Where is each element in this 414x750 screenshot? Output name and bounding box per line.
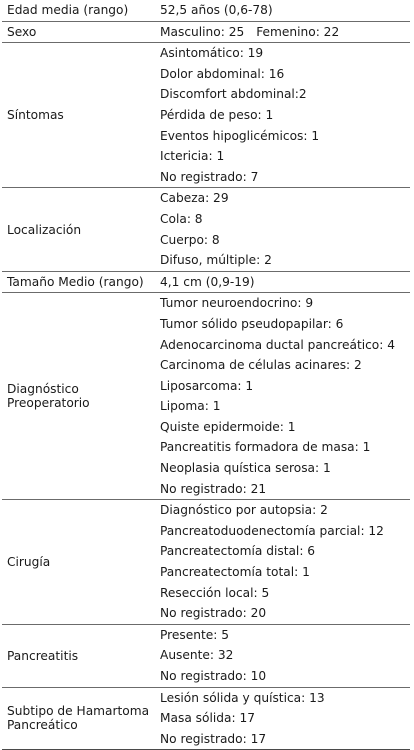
row-sintomas <box>2 43 410 188</box>
row-label: Pancreatitis <box>2 624 160 687</box>
value-line: Neoplasia quística serosa: 1 <box>160 461 331 476</box>
value-line: Pancreatectomía distal: 6 <box>160 544 316 559</box>
value-line: Difuso, múltiple: 2 <box>160 253 272 268</box>
value-line: 52,5 años (0,6-78) <box>160 3 273 17</box>
row-label: Tamaño Medio (rango) <box>2 271 160 293</box>
value-line: Ausente: 32 <box>160 648 234 663</box>
value-line: Lesión sólida y quística: 13 <box>160 690 325 705</box>
row-pancreatitis <box>2 624 410 687</box>
value-line: Cuerpo: 8 <box>160 232 220 247</box>
row-values <box>160 21 410 43</box>
value-line: No registrado: 21 <box>160 481 267 496</box>
row-values <box>160 43 410 188</box>
value-line: Masa sólida: 17 <box>160 711 255 726</box>
value-line: Eventos hipoglicémicos: 1 <box>160 128 320 143</box>
value-line: Discomfort abdominal:2 <box>160 87 307 102</box>
row-label: Cirugía <box>2 500 160 625</box>
value-line: Adenocarcinoma ductal pancreático: 4 <box>160 337 395 352</box>
row-label: Diagnóstico Preoperatorio <box>2 293 160 500</box>
value-line: Dolor abdominal: 16 <box>160 66 285 81</box>
row-edad <box>2 0 410 21</box>
row-values <box>160 293 410 500</box>
value-line: Liposarcoma: 1 <box>160 378 254 393</box>
row-cirugia <box>2 500 410 625</box>
value-line: Diagnóstico por autopsia: 2 <box>160 503 328 518</box>
value-line: Lipoma: 1 <box>160 399 221 414</box>
row-sexo <box>2 21 410 43</box>
row-tamano <box>2 271 410 293</box>
value-line <box>160 22 410 43</box>
value-femenino: Femenino: 22 <box>256 24 340 39</box>
row-values <box>160 188 410 271</box>
value-line: Tumor sólido pseudopapilar: 6 <box>160 316 344 331</box>
summary-table <box>2 0 410 750</box>
value-line: No registrado: 10 <box>160 669 267 683</box>
row-values <box>160 624 410 687</box>
row-diagnostico <box>2 293 410 500</box>
row-values <box>160 271 410 293</box>
value-line: No registrado: 20 <box>160 606 267 621</box>
row-subtipo <box>2 687 410 750</box>
row-localizacion <box>2 188 410 271</box>
row-values <box>160 0 410 21</box>
value-line: Cola: 8 <box>160 211 203 226</box>
value-line: Asintomático: 19 <box>160 46 264 61</box>
value-line: Pancreatitis formadora de masa: 1 <box>160 440 371 455</box>
row-label: Subtipo de Hamartoma Pancreático <box>2 687 160 750</box>
value-line: Resección local: 5 <box>160 585 270 600</box>
value-line: Pancreatectomía total: 1 <box>160 565 310 580</box>
row-label: Edad media (rango) <box>7 3 129 18</box>
value-line: Ictericia: 1 <box>160 149 225 164</box>
value-line: Quiste epidermoide: 1 <box>160 419 296 434</box>
value-line: Pérdida de peso: 1 <box>160 107 274 122</box>
value-line: No registrado: 7 <box>160 169 259 184</box>
value-line: Presente: 5 <box>160 627 229 642</box>
row-label: Localización <box>2 188 160 271</box>
value-line: Tumor neuroendocrino: 9 <box>160 296 314 311</box>
row-label: Sexo <box>2 21 160 43</box>
row-label: Síntomas <box>2 43 160 188</box>
value-line: Cabeza: 29 <box>160 191 229 206</box>
value-line: Pancreatoduodenectomía parcial: 12 <box>160 523 384 538</box>
row-values <box>160 500 410 625</box>
value-line: 4,1 cm (0,9-19) <box>160 274 255 289</box>
row-values <box>160 687 410 750</box>
value-line: No registrado: 17 <box>160 731 267 746</box>
value-masculino: Masculino: 25 <box>160 24 245 39</box>
value-line: Carcinoma de células acinares: 2 <box>160 358 362 373</box>
